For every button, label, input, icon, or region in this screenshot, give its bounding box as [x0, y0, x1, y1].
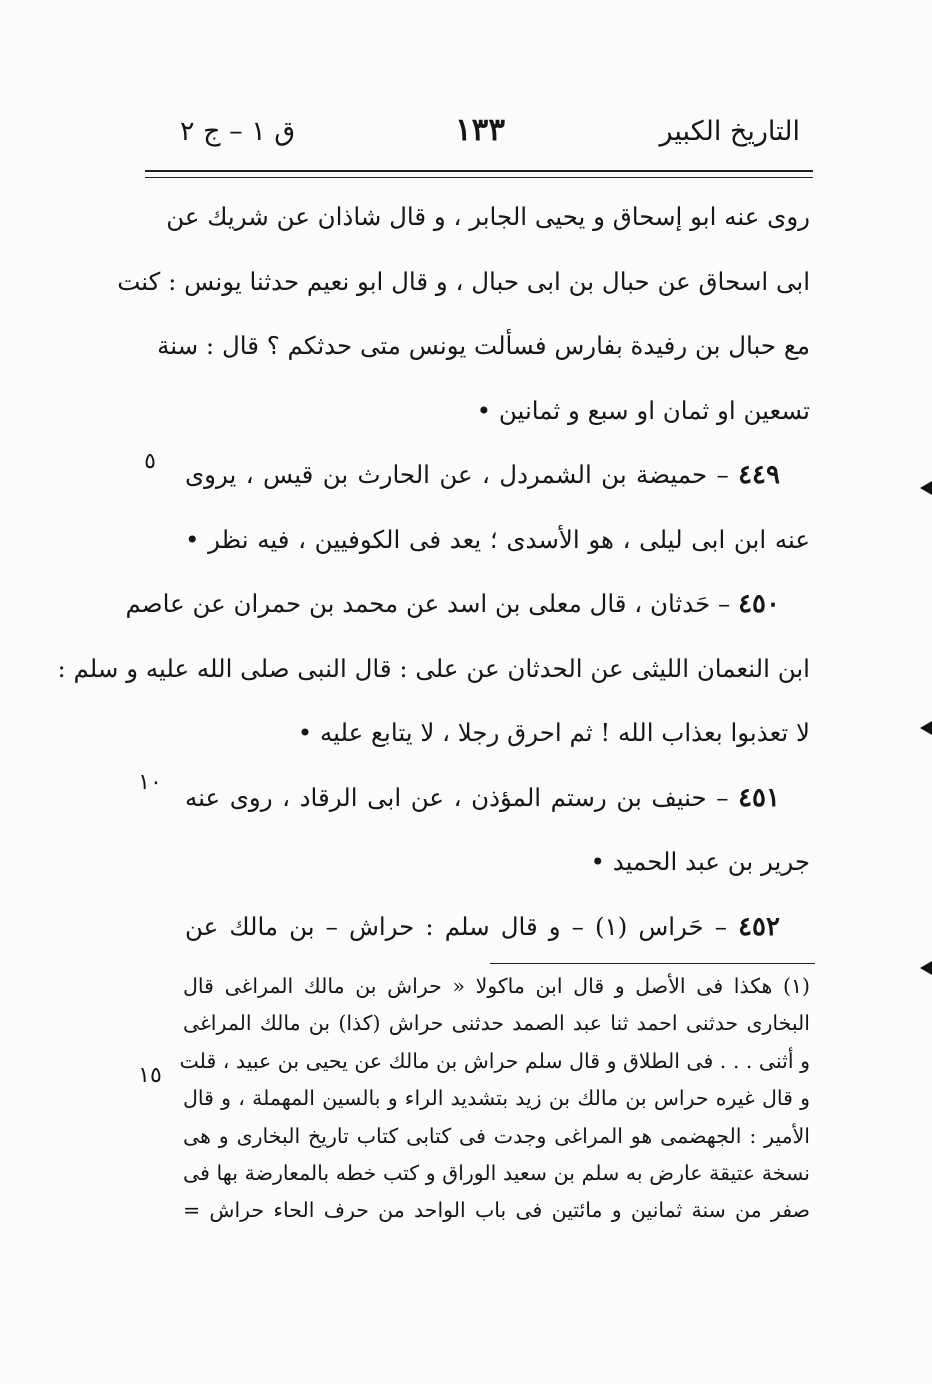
line-text: لا تعذبوا بعذاب الله ! ثم احرق رجلا ، لا يتابع عليه •: [297, 718, 810, 747]
text-line: [185, 379, 810, 444]
text-line: [185, 508, 810, 573]
line-text: – حَدثان ، قال معلى بن اسد عن محمد بن حمران عن عاصم: [125, 589, 739, 618]
scan-edge-mark: [920, 481, 932, 495]
entry-number: ٤٥١: [738, 782, 780, 813]
footnote-line: و قال غيره حراس بن مالك بن زيد بتشديد الراء و بالسين المهملة ، و قال: [183, 1086, 810, 1111]
line-text: ابن النعمان الليثى عن الحدثان عن على : قال النبى صلى الله عليه و سلم :: [57, 653, 810, 683]
book-title: التاريخ الكبير: [659, 116, 800, 147]
line-text: – حَراس (١) – و قال سلم : حراش – بن مالك عن: [185, 911, 739, 941]
entry-line: [125, 572, 810, 637]
footnote-line: نسخة عتيقة عارض به سلم بن سعيد الوراق و كتب خطه بالمعارضة بها فى: [183, 1160, 810, 1185]
line-text: عنه ابن ابى ليلى ، هو الأسدى ؛ يعد فى الكوفيين ، فيه نظر •: [185, 524, 810, 554]
line-text: روى عنه ابو إسحاق و يحيى الجابر ، و قال شاذان عن شريك عن: [166, 202, 810, 231]
scan-edge-mark: [920, 961, 932, 975]
text-line: [57, 637, 810, 702]
text-line: [157, 314, 810, 379]
entry-number: ٤٥٢: [738, 911, 780, 942]
text-line: [185, 701, 810, 766]
header-double-rule: [145, 170, 813, 178]
text-line: [166, 185, 810, 250]
footnote-line: الأمير : الجهضمى هو المراغى وجدت فى كتابى كتاب تاريخ البخارى و هى: [183, 1123, 810, 1148]
margin-line-number-5: ٥: [144, 449, 156, 474]
entry-number: ٤٤٩: [738, 460, 780, 490]
scan-edge-mark: [920, 721, 932, 735]
volume-reference: ق ١ – ج ٢: [180, 116, 296, 147]
entry-line: [185, 895, 810, 960]
text-line: [117, 250, 810, 315]
footnote-line: و أثنى . . . فى الطلاق و قال سلم حراش بن مالك عن يحيى بن عبيد ، قلت: [179, 1048, 810, 1073]
footnote-line: (١) هكذا فى الأصل و قال ابن ماكولا « حراش بن مالك المراغى قال: [183, 974, 810, 998]
text-line: [185, 830, 810, 895]
line-text: تسعين او ثمان او سبع و ثمانين •: [476, 395, 810, 425]
footnote-line: صفر من سنة ثمانين و مائتين فى باب الواحد من حرف الحاء حراش =: [183, 1198, 810, 1223]
margin-line-number-15: ١٥: [138, 1063, 162, 1088]
page-header: [150, 112, 810, 162]
entry-number: ٤٥٠: [738, 589, 780, 619]
footnote-separator: [490, 963, 815, 964]
entry-line: [185, 443, 810, 508]
page-number: ١٣٣: [455, 112, 505, 148]
line-text: مع حبال بن رفيدة بفارس فسألت يونس متى حدثكم ؟ قال : سنة: [157, 331, 810, 360]
line-text: – حنيف بن رستم المؤذن ، عن ابى الرقاد ، روى عنه: [185, 782, 739, 812]
entry-line: [185, 766, 810, 831]
line-text: – حميضة بن الشمردل ، عن الحارث بن قيس ، يروى: [185, 460, 739, 489]
footnote-line: البخارى حدثنى احمد ثنا عبد الصمد حدثنى حراش (كذا) بن مالك المراغى: [183, 1011, 810, 1036]
margin-line-number-10: ١٠: [138, 770, 162, 795]
line-text: جرير بن عبد الحميد •: [590, 847, 810, 876]
line-text: ابى اسحاق عن حبال بن ابى حبال ، و قال ابو نعيم حدثنا يونس : كنت: [117, 266, 810, 296]
footnotes: [179, 968, 810, 1230]
